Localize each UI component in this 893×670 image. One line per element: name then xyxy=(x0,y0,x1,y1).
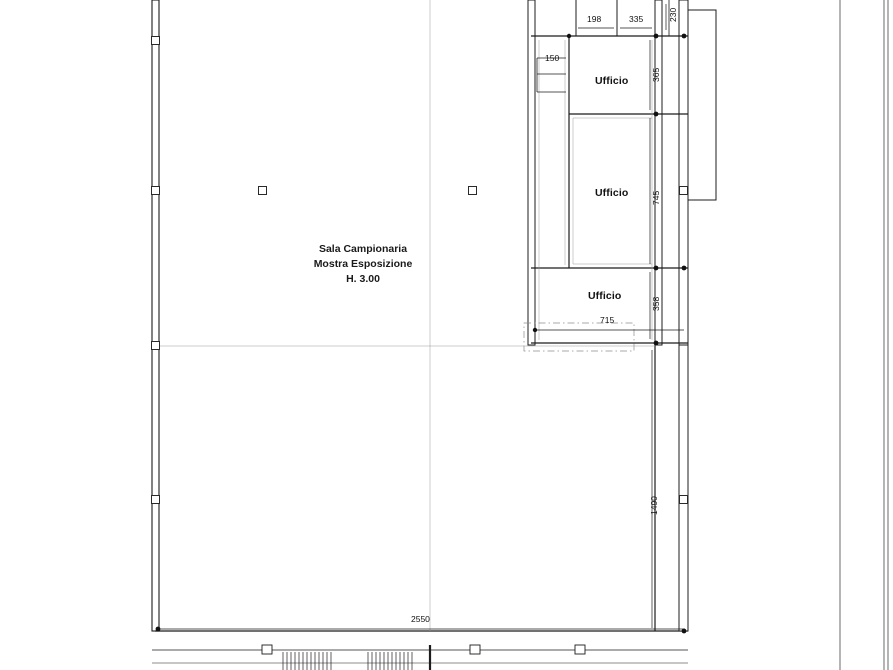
room-label-ufficio-2: Ufficio xyxy=(595,187,629,199)
hidden-construction-dashed xyxy=(524,323,634,351)
hall-guide-lines xyxy=(159,0,655,631)
pillar-marker xyxy=(679,495,688,504)
wall-joint-nodes xyxy=(156,34,687,634)
dim-room3-width: 715 xyxy=(600,315,615,325)
pillar-marker xyxy=(151,186,160,195)
main-space-line-3: H. 3.00 xyxy=(346,273,380,286)
pillar-marker xyxy=(151,495,160,504)
main-space-label xyxy=(238,242,488,288)
dim-door-150: 150 xyxy=(545,53,560,63)
dim-room3-depth: 358 xyxy=(651,296,661,311)
pillar-marker xyxy=(258,186,267,195)
dim-top-b: 335 xyxy=(629,14,644,24)
room-label-ufficio-1: Ufficio xyxy=(595,75,629,87)
dim-right-height: 1490 xyxy=(649,496,659,515)
main-space-line-2: Mostra Esposizione xyxy=(313,258,413,271)
pillar-marker xyxy=(151,36,160,45)
office-block xyxy=(528,0,716,345)
dim-top-a: 198 xyxy=(587,14,602,24)
room-label-ufficio-3: Ufficio xyxy=(588,290,622,302)
main-space-line-1: Sala Campionaria xyxy=(318,243,408,255)
page-border-lines xyxy=(840,0,888,670)
bottom-facade xyxy=(152,645,688,670)
dim-room2-depth: 745 xyxy=(651,190,661,205)
pillar-marker xyxy=(679,186,688,195)
pillar-marker xyxy=(151,341,160,350)
pillar-marker xyxy=(468,186,477,195)
dim-bottom-width: 2550 xyxy=(411,614,430,624)
dim-top-c: 230 xyxy=(668,7,678,22)
dim-room1-depth: 365 xyxy=(651,67,661,82)
